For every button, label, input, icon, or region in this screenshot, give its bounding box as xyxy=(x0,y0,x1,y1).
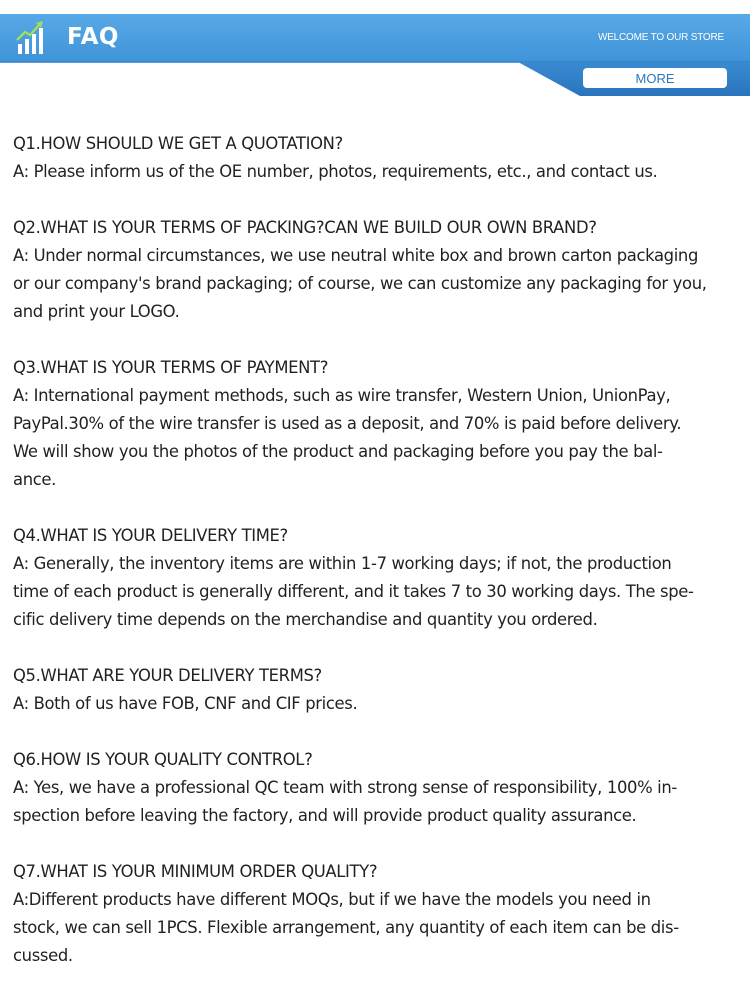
faq-answer-line: We will show you the photos of the product and packaging before you pay the bal- xyxy=(13,442,663,461)
faq-question: Q2.WHAT IS YOUR TERMS OF PACKING?CAN WE BUILD OUR OWN BRAND? xyxy=(13,218,597,237)
faq-answer-line: and print your LOGO. xyxy=(13,302,180,321)
faq-answer-line: or our company's brand packaging; of course, we can customize any packaging for you, xyxy=(13,274,707,293)
faq-answer-line: A: Under normal circumstances, we use neutral white box and brown carton packaging xyxy=(13,246,699,265)
faq-item xyxy=(13,858,743,970)
faq-item xyxy=(13,130,743,186)
bar-chart-growth-icon xyxy=(16,20,48,56)
faq-question: Q7.WHAT IS YOUR MINIMUM ORDER QUALITY? xyxy=(13,862,378,881)
faq-answer-line: cussed. xyxy=(13,946,73,965)
faq-answer-line: A: Please inform us of the OE number, photos, requirements, etc., and contact us. xyxy=(13,162,658,181)
faq-answer-line: A: Generally, the inventory items are within 1-7 working days; if not, the production xyxy=(13,554,672,573)
faq-question: Q4.WHAT IS YOUR DELIVERY TIME? xyxy=(13,526,288,545)
faq-item xyxy=(13,214,743,326)
faq-list xyxy=(13,130,743,998)
faq-answer-line: cific delivery time depends on the merchandise and quantity you ordered. xyxy=(13,610,598,629)
faq-item xyxy=(13,662,743,718)
faq-question: Q1.HOW SHOULD WE GET A QUOTATION? xyxy=(13,134,343,153)
faq-item xyxy=(13,746,743,830)
faq-answer-line: A: Yes, we have a professional QC team with strong sense of responsibility, 100% in- xyxy=(13,778,677,797)
faq-question: Q3.WHAT IS YOUR TERMS OF PAYMENT? xyxy=(13,358,329,377)
welcome-text: WELCOME TO OUR STORE xyxy=(597,32,724,43)
faq-answer-line: ance. xyxy=(13,470,56,489)
faq-answer-line: PayPal.30% of the wire transfer is used as a deposit, and 70% is paid before delivery. xyxy=(13,414,682,433)
faq-answer-line: A: International payment methods, such as wire transfer, Western Union, UnionPay, xyxy=(13,386,671,405)
faq-item xyxy=(13,522,743,634)
page-title: FAQ xyxy=(67,24,119,50)
faq-header xyxy=(0,14,750,96)
faq-answer-line: A: Both of us have FOB, CNF and CIF prices. xyxy=(13,694,358,713)
faq-item xyxy=(13,354,743,494)
faq-question: Q6.HOW IS YOUR QUALITY CONTROL? xyxy=(13,750,313,769)
faq-answer-line: A:Different products have different MOQs, but if we have the models you need in xyxy=(13,890,651,909)
more-button[interactable]: MORE xyxy=(583,68,727,88)
faq-answer-line: spection before leaving the factory, and will provide product quality assurance. xyxy=(13,806,637,825)
faq-answer-line: time of each product is generally different, and it takes 7 to 30 working days. The spe- xyxy=(13,582,694,601)
faq-question: Q5.WHAT ARE YOUR DELIVERY TERMS? xyxy=(13,666,322,685)
faq-answer-line: stock, we can sell 1PCS. Flexible arrangement, any quantity of each item can be dis- xyxy=(13,918,679,937)
